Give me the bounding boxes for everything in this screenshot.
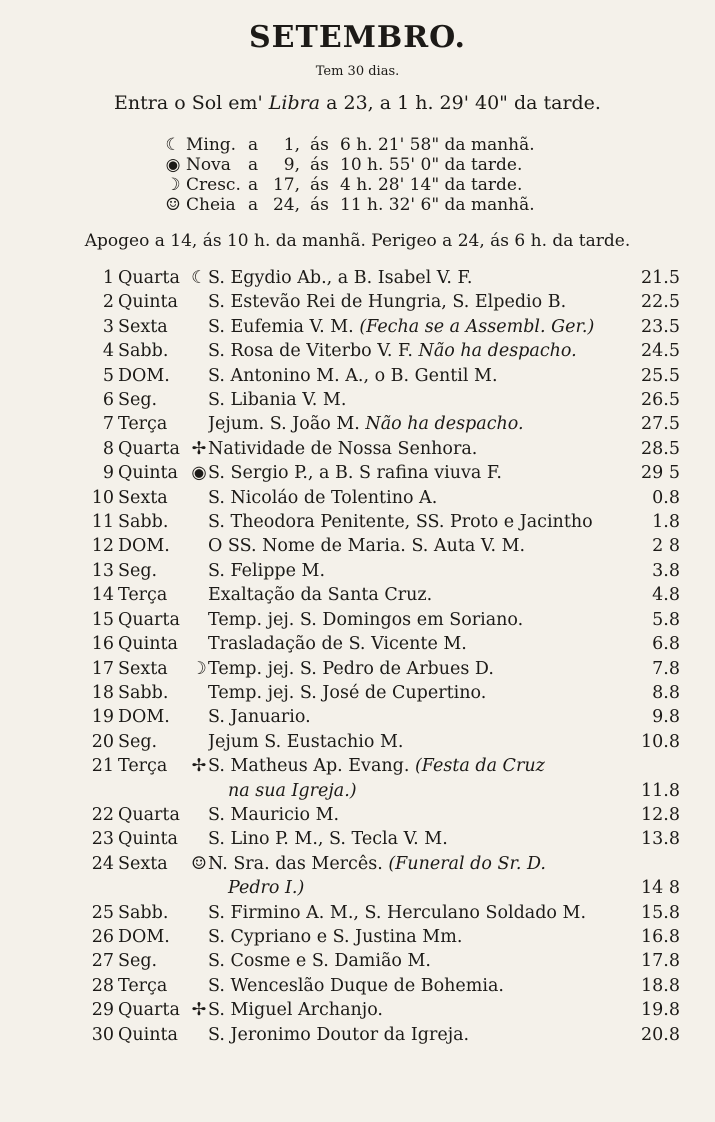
day-number: 21 [91, 756, 114, 777]
moon-phase-day: 9, [283, 155, 300, 175]
feast-note: (Festa da Cruz [414, 756, 545, 777]
sun-entry-prefix: Entra o Sol em' [114, 92, 269, 114]
moon-phases-list [160, 135, 535, 215]
day-number: 30 [91, 1024, 114, 1045]
moon-age [624, 754, 680, 778]
days-count: Tem 30 dias. [315, 64, 400, 79]
day-number: 28 [91, 975, 114, 996]
weekday: DOM. [118, 926, 170, 947]
moon-phase-as: ás [310, 195, 329, 215]
weekday: Terça [118, 756, 168, 777]
day-row [90, 901, 680, 925]
day-row [90, 1023, 680, 1047]
weekday: Seg. [118, 951, 158, 972]
saint-name: S. Antonino M. A., o B. Gentil M. [208, 365, 498, 386]
moon-age: 26.5 [641, 390, 680, 411]
weekday: DOM. [118, 365, 170, 386]
moon-phase-as: ás [310, 175, 329, 195]
cross-icon: ✢ [191, 438, 207, 459]
day-list [90, 266, 680, 1047]
blank-symbol [190, 705, 208, 729]
feast-text [208, 852, 624, 876]
moon-age: 1.8 [652, 512, 680, 533]
weekday: Quinta [118, 634, 178, 655]
blank-symbol [190, 364, 208, 388]
feast-text [208, 388, 624, 412]
day-number: 12 [91, 536, 114, 557]
day-row [90, 876, 680, 900]
weekday: Terça [118, 414, 168, 435]
blank-symbol [190, 730, 208, 754]
moon-age: 13.8 [641, 829, 680, 850]
day-number: 4 [102, 341, 114, 362]
day-row [90, 583, 680, 607]
day-number: 22 [91, 804, 114, 825]
feast-text [208, 559, 624, 583]
moon-phase-as: ás [310, 135, 329, 155]
saint-name: S. Estevão Rei de Hungria, S. Elpedio B. [208, 292, 567, 313]
feast-text [208, 998, 624, 1022]
day-row [90, 461, 680, 485]
blank-symbol [190, 290, 208, 314]
feast-text [208, 583, 624, 607]
feast-text [208, 412, 624, 436]
day-row [90, 803, 680, 827]
weekday: Sabb. [118, 682, 169, 703]
moon-age: 3.8 [652, 560, 680, 581]
feast-text [208, 437, 624, 461]
feast-text [208, 364, 624, 388]
moon-age: 22.5 [641, 292, 680, 313]
moon-phase-row [160, 175, 532, 195]
blank-symbol [190, 974, 208, 998]
blank-symbol [190, 827, 208, 851]
day-number: 10 [91, 487, 114, 508]
blank-symbol [190, 1023, 208, 1047]
saint-name: S. Januario. [208, 707, 311, 728]
blank-symbol [190, 388, 208, 412]
day-number: 25 [91, 902, 114, 923]
day-number: 18 [91, 682, 114, 703]
moon-age: 12.8 [641, 804, 680, 825]
weekday: Sexta [118, 316, 168, 337]
day-row [90, 949, 680, 973]
saint-name: S. Cypriano e S. Justina Mm. [208, 926, 463, 947]
day-row [90, 754, 680, 778]
day-number: 1 [102, 268, 114, 288]
day-number: 27 [91, 951, 114, 972]
moon-phase-row [160, 195, 535, 215]
moon-age: 5.8 [652, 609, 680, 630]
weekday: Quinta [118, 463, 178, 484]
saint-name: S. Eufemia V. M. [208, 316, 360, 337]
moon-phase-a: a [248, 135, 259, 155]
weekday: Sabb. [118, 512, 169, 533]
blank-symbol [190, 608, 208, 632]
weekday: Quarta [118, 268, 180, 288]
cross-icon: ✢ [191, 1000, 207, 1021]
day-row [90, 534, 680, 558]
day-row [90, 681, 680, 705]
feast-text [208, 1023, 624, 1047]
day-number: 16 [91, 634, 114, 655]
day-number: 24 [91, 853, 114, 874]
moon-age: 4.8 [652, 585, 680, 606]
moon-phase-row [160, 135, 535, 155]
weekday: Quinta [118, 292, 178, 313]
weekday: Terça [118, 975, 168, 996]
saint-name: S. Libania V. M. [208, 390, 347, 411]
blank-symbol [190, 534, 208, 558]
weekday: Quinta [118, 1024, 178, 1045]
saint-name: S. Rosa de Viterbo V. F. [208, 341, 419, 362]
day-row [90, 559, 680, 583]
moon-phase-name: Cresc. [186, 175, 241, 195]
feast-text [208, 266, 624, 290]
day-number: 26 [91, 926, 114, 947]
moon-age: 2 8 [652, 536, 680, 557]
blank-symbol [190, 339, 208, 363]
day-number: 9 [102, 463, 114, 484]
day-row [90, 925, 680, 949]
moon-phase-a: a [248, 155, 259, 175]
moon-age [624, 852, 680, 876]
saint-name: Jejum S. Eustachio M. [208, 731, 404, 752]
day-number: 29 [91, 1000, 114, 1021]
moon-age: 10.8 [641, 731, 680, 752]
blank-symbol [190, 412, 208, 436]
day-number: 6 [102, 390, 114, 411]
zodiac-sign: Libra [268, 92, 321, 114]
moon-age: 20.8 [641, 1024, 680, 1045]
feast-note: (Fecha se a Assembl. Ger.) [359, 316, 595, 337]
saint-name: S. Felippe M. [208, 560, 326, 581]
feast-note: Não ha despacho. [418, 341, 577, 362]
day-row [90, 290, 680, 314]
moon-age: 23.5 [641, 316, 680, 337]
blank-symbol [190, 632, 208, 656]
day-row [90, 974, 680, 998]
feast-text [208, 827, 624, 851]
feast-continuation [90, 876, 624, 900]
feast-text [208, 925, 624, 949]
moon-age: 14 8 [641, 878, 680, 899]
feast-text [208, 657, 624, 681]
full-moon-icon: ☺ [191, 853, 207, 874]
saint-name: Temp. jej. S. Pedro de Arbues D. [208, 658, 494, 679]
feast-text [208, 486, 624, 510]
weekday: Sexta [118, 853, 168, 874]
moon-phase-name: Nova [186, 155, 231, 175]
day-number: 14 [91, 585, 114, 606]
day-number: 3 [102, 316, 114, 337]
day-number: 23 [91, 829, 114, 850]
weekday: Quarta [118, 804, 180, 825]
moon-phase-time: 6 h. 21' 58" da manhã. [340, 135, 535, 155]
moon-age: 27.5 [641, 414, 680, 435]
day-number: 20 [91, 731, 114, 752]
moon-phase-a: a [248, 175, 259, 195]
moon-age: 9.8 [652, 707, 680, 728]
saint-name: S. Nicoláo de Tolentino A. [208, 487, 438, 508]
day-number: 13 [91, 560, 114, 581]
day-row [90, 510, 680, 534]
weekday: DOM. [118, 536, 170, 557]
weekday: Quinta [118, 829, 178, 850]
day-row [90, 486, 680, 510]
saint-name: O SS. Nome de Maria. S. Auta V. M. [208, 536, 526, 557]
feast-text [208, 510, 624, 534]
moon-phase-time: 4 h. 28' 14" da tarde. [340, 175, 523, 195]
saint-name: N. Sra. das Mercês. [208, 853, 389, 874]
moon-age: 7.8 [652, 658, 680, 679]
day-number: 17 [91, 658, 114, 679]
moon-phase-time: 11 h. 32' 6" da manhã. [340, 195, 535, 215]
day-number: 5 [102, 365, 114, 386]
blank-symbol [190, 901, 208, 925]
moon-age: 16.8 [641, 926, 680, 947]
blank-symbol [190, 681, 208, 705]
day-row [90, 339, 680, 363]
saint-name: S. Jeronimo Doutor da Igreja. [208, 1024, 470, 1045]
feast-text [208, 681, 624, 705]
day-row [90, 437, 680, 461]
day-row [90, 779, 680, 803]
day-number: 7 [102, 414, 114, 435]
feast-text [208, 632, 624, 656]
weekday: Sexta [118, 487, 168, 508]
feast-note: Não ha despacho. [365, 414, 524, 435]
saint-name: S. Cosme e S. Damião M. [208, 951, 431, 972]
waning-moon-icon: ☾ [191, 268, 207, 288]
moon-age: 24.5 [641, 341, 680, 362]
weekday: Quarta [118, 609, 180, 630]
feast-text [208, 754, 624, 778]
blank-symbol [190, 559, 208, 583]
moon-age: 29 5 [641, 463, 680, 484]
weekday: Terça [118, 585, 168, 606]
weekday: Sabb. [118, 341, 169, 362]
day-row [90, 388, 680, 412]
weekday: Seg. [118, 560, 158, 581]
feast-note: (Funeral do Sr. D. [388, 853, 546, 874]
blank-symbol [190, 583, 208, 607]
saint-name: Natividade de Nossa Senhora. [208, 438, 478, 459]
day-number: 8 [102, 438, 114, 459]
day-row [90, 657, 680, 681]
moon-phase-day: 24, [272, 195, 300, 215]
feast-text [208, 608, 624, 632]
moon-age: 25.5 [641, 365, 680, 386]
new-moon-icon: ◉ [165, 155, 181, 175]
weekday: Quarta [118, 438, 180, 459]
weekday: Seg. [118, 731, 158, 752]
saint-name: S. Sergio P., a B. S rafina viuva F. [208, 463, 502, 484]
blank-symbol [190, 925, 208, 949]
day-row [90, 632, 680, 656]
day-row [90, 827, 680, 851]
weekday: DOM. [118, 707, 170, 728]
saint-name: S. Miguel Archanjo. [208, 1000, 383, 1021]
feast-text [208, 339, 624, 363]
feast-text [208, 803, 624, 827]
saint-name: Exaltação da Santa Cruz. [208, 585, 433, 606]
moon-age: 18.8 [641, 975, 680, 996]
saint-name: S. Mauricio M. [208, 804, 340, 825]
day-row [90, 998, 680, 1022]
moon-phase-as: ás [310, 155, 329, 175]
day-row [90, 266, 680, 290]
waxing-moon-icon: ☽ [191, 658, 207, 679]
feast-text [208, 534, 624, 558]
feast-text [208, 949, 624, 973]
feast-text [208, 974, 624, 998]
feast-text [208, 705, 624, 729]
feast-text [208, 461, 624, 485]
moon-age: 15.8 [641, 902, 680, 923]
feast-text [208, 290, 624, 314]
saint-name: Jejum. S. João M. [208, 414, 366, 435]
feast-text [208, 315, 624, 339]
moon-age: 21.5 [641, 268, 680, 288]
full-moon-icon: ☺ [165, 195, 181, 215]
weekday: Seg. [118, 390, 158, 411]
moon-phase-day: 17, [272, 175, 300, 195]
moon-phase-name: Ming. [186, 135, 237, 155]
moon-age: 17.8 [641, 951, 680, 972]
day-number: 19 [91, 707, 114, 728]
feast-note: Pedro I.) [228, 878, 305, 899]
saint-name: S. Egydio Ab., a B. Isabel V. F. [208, 268, 473, 288]
feast-text [208, 901, 624, 925]
blank-symbol [190, 315, 208, 339]
saint-name: S. Matheus Ap. Evang. [208, 756, 415, 777]
saint-name: Temp. jej. S. José de Cupertino. [208, 682, 487, 703]
feast-text [208, 730, 624, 754]
day-row [90, 364, 680, 388]
moon-phase-row [160, 155, 532, 175]
blank-symbol [190, 803, 208, 827]
saint-name: Trasladação de S. Vicente M. [208, 634, 467, 655]
saint-name: S. Wenceslão Duque de Bohemia. [208, 975, 504, 996]
blank-symbol [190, 486, 208, 510]
weekday: Quarta [118, 1000, 180, 1021]
moon-phase-time: 10 h. 55' 0" da tarde. [340, 155, 523, 175]
moon-age: 19.8 [641, 1000, 680, 1021]
day-row [90, 412, 680, 436]
saint-name: Temp. jej. S. Domingos em Soriano. [208, 609, 524, 630]
moon-phase-day: 1, [283, 135, 300, 155]
saint-name: S. Lino P. M., S. Tecla V. M. [208, 829, 448, 850]
moon-age: 0.8 [652, 487, 680, 508]
blank-symbol [190, 510, 208, 534]
weekday: Sexta [118, 658, 168, 679]
feast-note: na sua Igreja.) [228, 780, 357, 801]
day-number: 2 [102, 292, 114, 313]
sun-entry-line [0, 92, 715, 114]
page-title: SETEMBRO. [248, 20, 467, 55]
saint-name: S. Firmino A. M., S. Herculano Soldado M. [208, 902, 587, 923]
waning-moon-icon: ☾ [165, 135, 181, 155]
feast-continuation [90, 779, 624, 803]
moon-age: 8.8 [652, 682, 680, 703]
day-row [90, 315, 680, 339]
waxing-moon-icon: ☽ [165, 175, 181, 195]
day-number: 15 [91, 609, 114, 630]
sun-entry-suffix: a 23, a 1 h. 29' 40" da tarde. [320, 92, 601, 114]
moon-age: 28.5 [641, 438, 680, 459]
apogee-perigee-line: Apogeo a 14, ás 10 h. da manhã. Perigeo a 24, ás 6 h. da tarde. [84, 231, 631, 251]
day-row [90, 705, 680, 729]
day-row [90, 608, 680, 632]
moon-age: 6.8 [652, 634, 680, 655]
day-number: 11 [91, 512, 114, 533]
saint-name: S. Theodora Penitente, SS. Proto e Jacintho [208, 512, 593, 533]
moon-phase-a: a [248, 195, 259, 215]
weekday: Sabb. [118, 902, 169, 923]
new-moon-icon: ◉ [191, 463, 207, 484]
blank-symbol [190, 949, 208, 973]
cross-icon: ✢ [191, 756, 207, 777]
day-row [90, 730, 680, 754]
moon-age: 11.8 [641, 780, 680, 801]
day-row [90, 852, 680, 876]
moon-phase-name: Cheia [186, 195, 236, 215]
